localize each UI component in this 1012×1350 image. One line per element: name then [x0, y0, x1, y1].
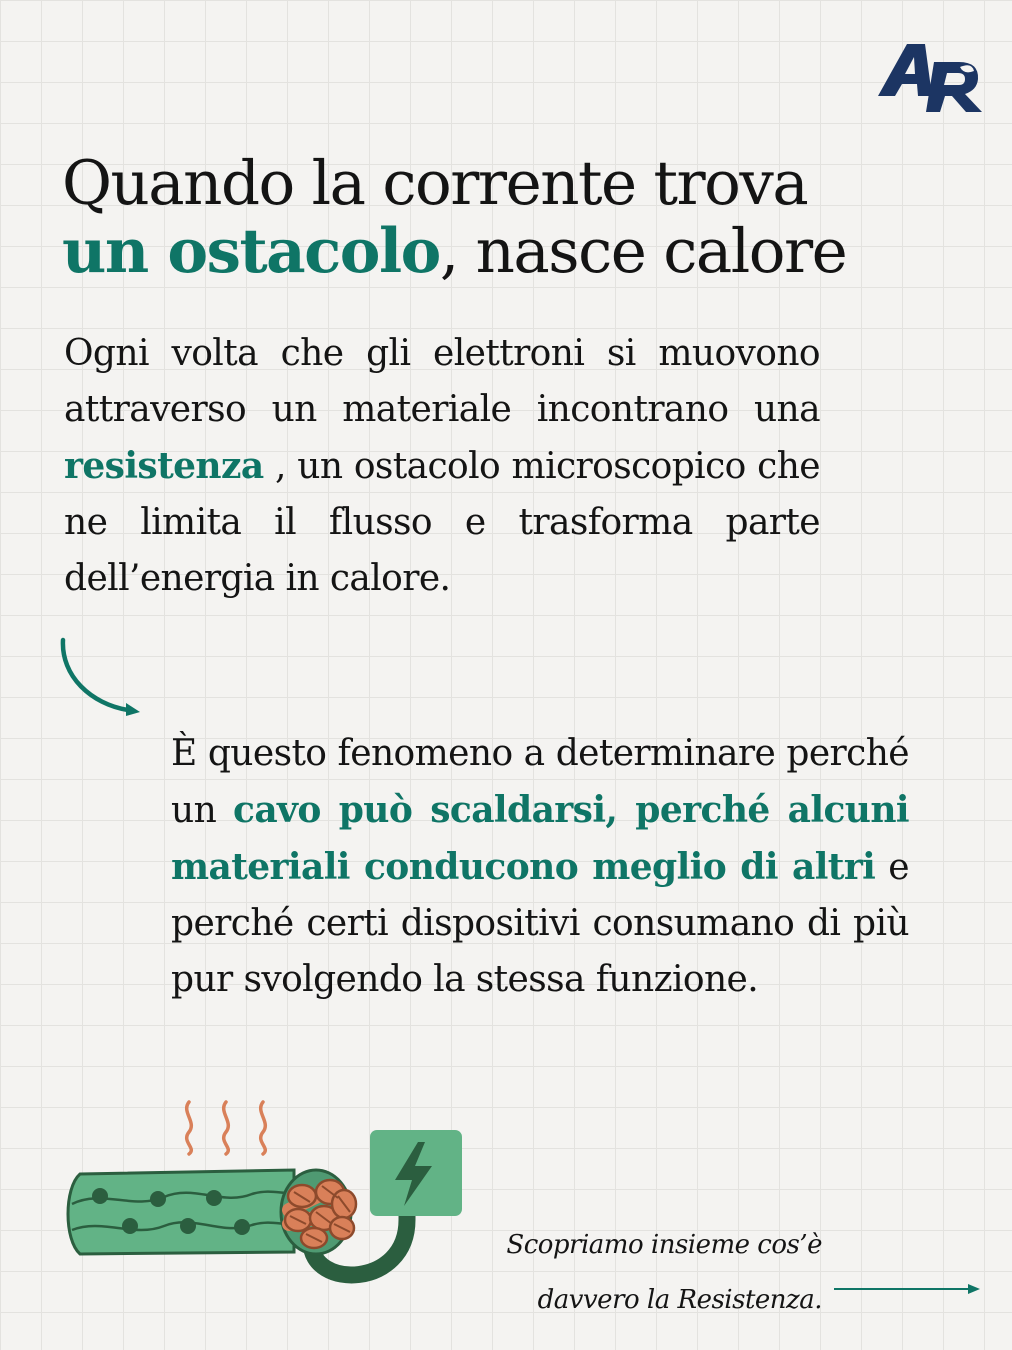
- body-text-before: È questo fenomeno a determinare perché un: [171, 733, 909, 831]
- intro-text-after: , un ostacolo microscopico che ne limita il flusso e trasforma parte dell’energia in calore.: [64, 446, 820, 599]
- body-paragraph: [171, 726, 909, 1008]
- cta-line-1: Scopriamo insieme cos’è: [506, 1230, 822, 1260]
- cta-text: [506, 1218, 822, 1328]
- title-rest: , nasce calore: [439, 216, 847, 287]
- lightning-bolt-icon: [370, 1130, 462, 1216]
- body-highlight: cavo può scaldarsi, perché alcuni materiali conducono meglio di altri: [171, 789, 909, 888]
- intro-text-before: Ogni volta che gli elettroni si muovono attraverso un materiale incontrano una: [64, 333, 820, 430]
- curved-arrow-icon: [56, 636, 146, 718]
- arrow-right-icon[interactable]: [832, 1280, 982, 1298]
- body-text-after: e perché certi dispositivi consumano di più pur svolgendo la stessa funzione.: [171, 847, 909, 1000]
- intro-paragraph: [64, 326, 820, 607]
- intro-highlight: resistenza: [64, 445, 264, 487]
- page-title: [62, 150, 962, 286]
- cta-line-2: davvero la Resistenza.: [537, 1285, 822, 1315]
- ar-logo: [874, 40, 990, 118]
- title-highlight: un ostacolo: [62, 216, 440, 287]
- heat-waves-icon: [187, 1102, 266, 1154]
- cable-illustration: [62, 1092, 472, 1308]
- cable-icon: [68, 1170, 407, 1275]
- title-line-1: Quando la corrente trova: [62, 148, 808, 219]
